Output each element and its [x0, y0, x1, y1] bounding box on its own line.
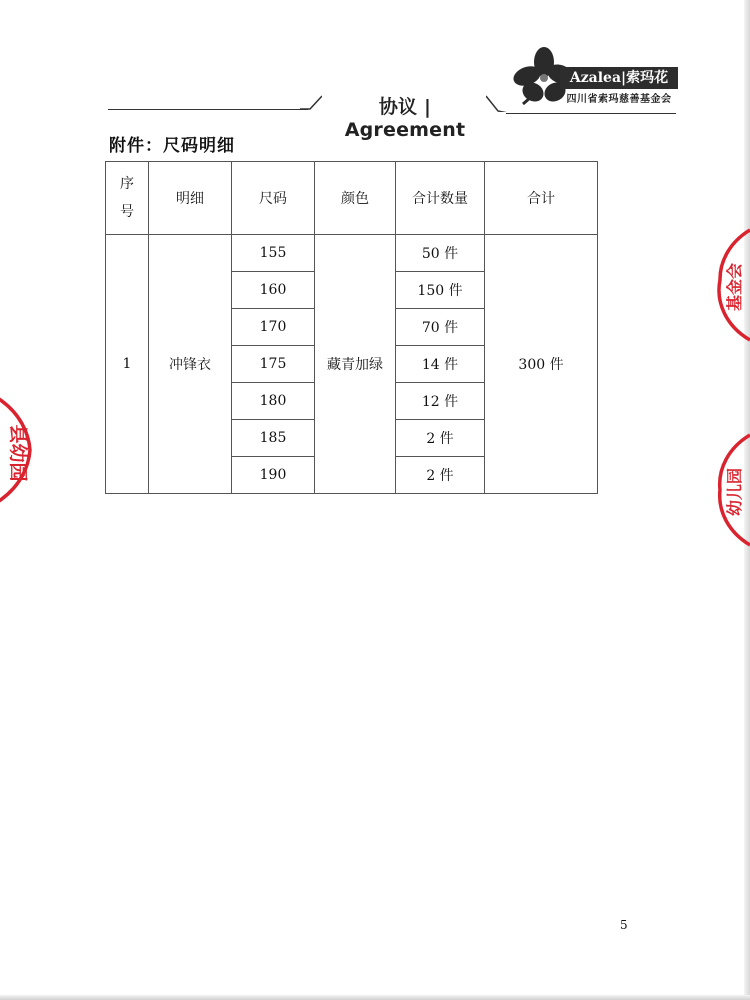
red-seal-left	[0, 375, 60, 525]
header-total: 合计	[485, 162, 598, 235]
header-size: 尺码	[232, 162, 315, 235]
cell-size: 185	[232, 420, 315, 457]
header-seq	[106, 162, 149, 235]
table-header-row	[106, 162, 598, 235]
cell-size: 180	[232, 383, 315, 420]
seal-right-bottom-text: 幼儿园	[725, 467, 744, 517]
header-color: 颜色	[315, 162, 396, 235]
header-qty: 合计数量	[396, 162, 485, 235]
size-detail-table	[105, 161, 598, 494]
red-seal-right-top	[705, 225, 750, 345]
page-bottom-shadow	[0, 995, 750, 1000]
cell-qty: 150 件	[396, 272, 485, 309]
cell-size: 190	[232, 457, 315, 494]
header-rule-bend-right	[486, 94, 508, 112]
cell-qty: 2 件	[396, 420, 485, 457]
header-seq-line2: 号	[120, 204, 134, 220]
cell-qty: 14 件	[396, 346, 485, 383]
cell-qty: 2 件	[396, 457, 485, 494]
header-rule-bend-left	[300, 94, 322, 112]
header-rule-left	[108, 109, 308, 110]
attachment-title: 附件：尺码明细	[109, 136, 235, 156]
cell-size: 170	[232, 309, 315, 346]
header-rule-right	[506, 113, 676, 114]
cell-qty: 12 件	[396, 383, 485, 420]
cell-seq: 1	[106, 235, 149, 494]
cell-size: 155	[232, 235, 315, 272]
logo-subtitle: 四川省索玛慈善基金会	[566, 94, 672, 105]
red-seal-right-bottom	[705, 430, 750, 550]
header-title: 协议 | Agreement	[344, 96, 466, 141]
cell-total: 300 件	[485, 235, 598, 494]
table-row	[106, 235, 598, 272]
page-number: 5	[620, 918, 628, 932]
header-seq-line1: 序	[120, 176, 134, 192]
cell-size: 160	[232, 272, 315, 309]
logo-brand-name: Azalea|索玛花	[560, 67, 678, 89]
cell-color: 藏青加绿	[315, 235, 396, 494]
cell-qty: 50 件	[396, 235, 485, 272]
cell-item: 冲锋衣	[149, 235, 232, 494]
seal-left-text: 县幼园	[7, 424, 29, 482]
seal-right-top-text: 基金会	[725, 262, 744, 312]
cell-qty: 70 件	[396, 309, 485, 346]
cell-size: 175	[232, 346, 315, 383]
header-item: 明细	[149, 162, 232, 235]
